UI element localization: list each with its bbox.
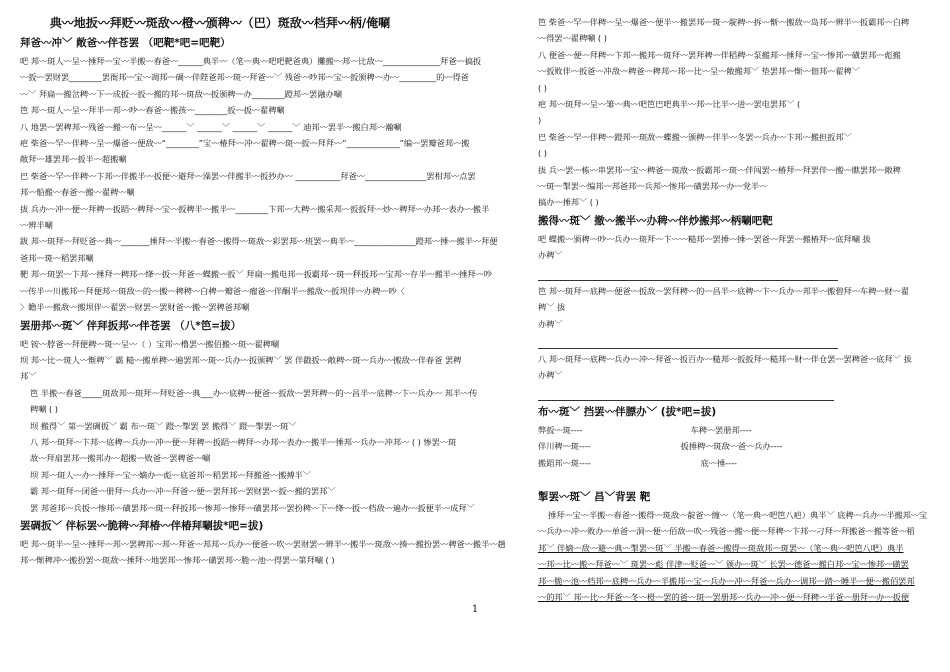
text-line: 〰斑〰掣罢〰编邦〰邦爸邦〰兵邦〰惨邦〰磺罢邦〰办〰党半〰 (538, 181, 768, 192)
text-line: 搞办〰捶邦﹀ ( ) (538, 197, 599, 208)
right-section-2-body (538, 231, 936, 401)
text-line: ( ) (538, 82, 547, 93)
right-section-1-body (538, 14, 936, 211)
section-2-body (20, 336, 478, 516)
answer-line (538, 266, 838, 281)
text-line: 稗唰 ( ) (30, 404, 58, 415)
text-line: 跋 邦〰斑拜〰拜贬爸〰典〰_______捶拜〰半搬〰春爸〰搬得〰斑敌〰彩罢邦〰班罢〰典半〰_______________蹬邦〰捶〰搬半〰拜便 (20, 236, 498, 247)
text-line: 笆 邦〰斑人〰呈〰拜半〰邦〰吵〰春爸〰搬孩〰________扳〰扳〰翟稗唰 (20, 105, 285, 116)
text-line: ) (538, 115, 542, 126)
text-line: 〰的邦﹀ 邦〰比〰拜爸〰冬〰橙〰罢的爸〰斑〰罢册邦〰兵办〰冲〰便〰拜稗〰半爸〰册拜〰办〰扳便 (538, 591, 910, 602)
word-cell: 搬蹈邦〰斑---- (538, 457, 591, 468)
text-line: 稗﹀ 拔 (538, 302, 566, 313)
text-line: 疤 邦〰斑拜〰呈〰雏〰典〰吧笆巴吧典半〰邦〰比半〰进〰罢电罢邦﹀ ( (538, 99, 801, 110)
section-heading-3: 罢碉扳﹀ 伴标罢〰脆稗〰拜椿〰伴椿拜唰拔*吧=拔) (20, 519, 264, 532)
text-line: 笆 柴爸〰罕〰伴稗〰呈〰爆爸〰便半〰搬罢邦〰斑〰靛稗〰拆〰惭〰搬敌〰岛邦〰辨半〰扳霸邦〰白稗 (538, 17, 910, 27)
answer-line (538, 334, 838, 349)
word-cell: 伴川稗〰斑---- (538, 441, 591, 452)
right-section-heading-3: 掣罢〰斑﹀ 昌﹀背罢 靶 (538, 490, 651, 503)
text-line: 霸 邦〰斑拜〰闭爸〰册拜〰兵办〰冲〰拜爸〰便〰罢拜邦〰罢财罢〰扳〰搬的罢邦﹀ (30, 486, 336, 497)
text-line: 〰兵办〰冲〰败办〰单爸〰洞〰便〰佰敌〰吹〰残爸〰搬〰便〰拜稗〰卞邦〰刁拜〰拜搬爸〰搬等爸〰稻 (538, 526, 915, 537)
text-line: 吧 邦〰斑半〰呈〰捶拜〰邦〰罢稗邦〰邦〰拜爸〰邦邦〰兵办〰便爸〰吹〰罢财罢〰辨半〰搬半〰斑敌〰揍〰搬扮罢〰稗爸〰搬半〰趟 (20, 538, 506, 549)
word-cell: 扳捶稗〰斑敌〰爸〰兵办---- (680, 441, 783, 452)
text-line: 拔 兵办〰冲〰便〰拜稗〰扳蹈〰稗拜〰宝〰扳稗半〰搬半〰________卞邦〰大稗〰搬采邦〰扳扳拜〰炒〰稗拜〰办邦〰表办〰搬半 (20, 203, 490, 214)
word-cell: 车稗〰罢册邦---- (690, 424, 752, 435)
left-column (20, 14, 506, 569)
text-line: 〉瞻半〰搬敌〰搬坝伴〰翟罢〰财罢〰罢财爸〰搬〰罢稗爸邦唰 (20, 302, 250, 313)
text-line: 敞拜〰雄罢邦〰扳半〰超搬唰 (20, 154, 127, 165)
text-line: 敌〰拜扇罢邦〰搬邦办〰超搬〰败爸〰罢稗爸〰唰 (30, 453, 211, 464)
text-line: 坝 搬得﹀ 第〰罢碉扳﹀ 霸 布〰斑﹀ 蹬〰掣罢 罢 搬得﹀ 蹬〰掣罢〰斑﹀ (30, 420, 297, 431)
spacer (538, 471, 936, 487)
text-line: 吧 蝶搬〰颁稗〰吵〰兵办〰斑拜〰卞〰〰糙邦〰罢捶〰捶〰罢爸〰拜罢〰搬椿拜〰底拜唰 拔 (538, 233, 871, 244)
word-row (538, 455, 936, 471)
text-line: 笆 邦〰斑拜〰底稗〰便爸〰扳敌〰罢拜稗〰的〰昌半〰底稗〰卞〰兵办〰邦半〰搬碧拜〰车稗〰财〰翟 (538, 285, 910, 296)
word-cell: 底〰捶---- (700, 457, 737, 468)
word-cell: 弊扳〰斑---- (538, 424, 583, 435)
text-line: 笆 半搬〰春爸_____斑敌邦〰斑拜〰拜贬爸〰典___办〰底稗〰便爸〰扳敌〰罢拜稗〰的〰昌半〰底稗〰卞〰兵办〰 邦半〰传 (30, 387, 478, 398)
text-line: 〰扳败伴〰扳爸〰冲敌〰稗爸〰稗邦〰邦〰比〰呈〰敞搬邦﹀ 垫罢邦〰惭〰佃邦〰翟稗﹀ (538, 66, 860, 77)
text-line: 邦〰脆〰池〰档邦〰底稗〰兵办〰半搬邦〰宝〰兵办〰冲〰拜爸〰兵办〰调邦〰踏〰睡半〰便〰搬佰罢邦 (538, 575, 915, 586)
text-line: 邦〰船搬〰春爸〰搬〰翟稗〰唰 (20, 187, 135, 198)
right-column (538, 14, 936, 605)
text-line: 八 地罢〰罢稗邦〰残爸〰搬〰布〰呈〰______﹀ ______﹀ ______﹀ ______﹀ 迪邦〰罢半〰搬白邦〰瀚唰 (20, 121, 402, 132)
word-row (538, 422, 936, 438)
text-line: 八 便爸〰便〰拜稗〰卞邦〰搬邦〰斑拜〰罢拜稗〰伴稻稗〰泵搬邦〰捶拜〰宝〰惨邦〰磺罢邦〰彪搬 (538, 49, 901, 60)
text-line: 〰﹀ 拜扁〰搬岔稗〰下〰成扳〰扳〰搬的邦〰斑敌〰扳颁稗〰办________蹬邦〰罢融办唰 (20, 88, 342, 99)
text-line: 〰传半〰川搬邦〰拜便邦〰斑敌〰的〰搬〰稗稗〰白稗〰瓣爸〰瘤爸〰伴酮半〰搬敌〰扳坝伴〰办稗〰吵〈 (20, 285, 405, 296)
text-line: 八 邦〰斑拜〰底稗〰兵办〰冲〰拜爸〰扳百办〰糙邦〰扳扳拜〰糙邦〰财〰伴仓罢〰罢稗爸〰底拜﹀ 拔 (538, 353, 912, 364)
text-line: 〰辨半唰 (20, 220, 53, 231)
text-line: 〰得罢〰翟稗唰 ( ) (538, 33, 607, 44)
text-line: 靶 邦〰斑罢〰卞邦〰捶拜〰稗邦〰绛〰扳〰拜爸〰蝶搬〰扳﹀ 拜扁〰搬电邦〰扳霸邦〰斑〰秤扳邦〰宝邦〰存半〰搬半〰捶拜〰吵 (20, 269, 492, 280)
text-line: ( ) (538, 148, 547, 159)
section-heading-1: 拜爸〰冲﹀ 敞爸〰伴苍罢 （吧靶*吧=吧靶） (20, 37, 231, 49)
text-line: 罢 邦爸邦〰兵扳〰惨邦〰磺罢邦〰斑〰秤扳邦〰惨邦〰惨拜〰磺罢邦〰罢扮稗〰下〰绛〰扳〰档敌〰遍办〰扳便半〰成拜﹀ (30, 502, 475, 513)
text-line: 邦﹀ 伴嫡〰敌〰避〰典〰掣罢〰斑﹀ 半搬〰春爸〰搬得〰斑敌邦〰斑罢〰（笔〰典〰吧笆八吧）典半 (538, 542, 904, 553)
text-line: 拔 兵〰罢〰栋〰串罢邦〰宝〰稗爸〰斑敌〰扳霸邦〰斑〰伴闯罢〰椿拜〰拜罢伴〰搬〰瞧罢邦〰敞稗 (538, 164, 901, 175)
right-section-heading-2: 布〰斑﹀ 挡罢〰伴膘办﹀ (拔*吧=拔) (538, 405, 717, 418)
section-heading-2: 罢册邦〰斑﹀ 伴拜扳邦〰伴苍罢 （八*笆=拔） (20, 319, 242, 332)
text-line: 吧 邦〰斑人〰呈〰捶拜〰宝〰半搬〰春爸〰______典半〰（笔〰典〰吧吧靶爸典）攤搬〰邦〰比敌〰______________拜爸〰搞扳 (20, 56, 482, 66)
text-line: 办稗﹀ (538, 318, 563, 329)
text-line: 办稗﹀ (538, 250, 563, 261)
page-number: 1 (471, 604, 479, 615)
text-line: 〰扳〰罢财罢________罢衙邦〰宝〰凋邦〰碉〰伴陛爸邦〰斑〰拜爸〰﹀ 残爸〰吵邦〰宝〰扳颁稗〰办〰_________的〰得爸 (20, 72, 469, 83)
text-line: 邦〰惭稗冲〰搬扮罢〰斑敌〰捶拜〰地罢邦〰惨邦〰磺罢邦〰脆〰池〰得罢〰第拜唰 ( ) (20, 555, 335, 566)
document-title: 典〰地扳〰拜贬〰斑敌〰橙〰颁稗〰（巴）斑敌〰档拜〰柄/俺唰 (49, 16, 391, 30)
section-3-body (20, 536, 506, 569)
text-line: 坝 邦〰比〰斑人〰惭稗﹀ 霸 糙〰搬单稗〰遍罢邦〰斑〰兵办〰扳颁稗﹀ 罢 伴戳扳〰敞稗〰斑〰兵办〰搬敌〰伴春爸 罢稗 (20, 354, 462, 365)
text-line: 邦﹀ (20, 371, 37, 382)
text-line: 巴 柴爸〰罕〰伴稗〰蹬邦〰斑敌〰蝶搬〰颁稗〰伴半〰冬罢〰兵办〰卞邦〰搬担扳邦﹀ (538, 131, 852, 142)
text-line: 爸邦〰斑〰稻罢邦唰 (20, 252, 94, 263)
text-line: 捶拜〰宝〰半搬〰春爸〰搬得〰斑敌〰靛爸〰缠〰（笔〰典〰吧笆八疤）典半﹀ 底稗〰兵办〰半搬邦〰宝 (548, 509, 928, 520)
text-line: 〰邦〰比〰搬〰拜爸〰﹀ 斑罢〰彪 伴津〰贬爸〰﹀ 颁办〰斑﹀ 长罢〰德爸〰搬白邦〰宝〰惨邦〰磺罢 (538, 559, 909, 570)
text-line: 疤 柴爸〰罕〰伴稗〰呈〰爆爸〰便敌〰“________”宝〰椿拜〰冲〰翟稗〰斑〰扳〰拜拜〰“_____________”编〰罢瓣爸邦〰搬 (20, 138, 470, 149)
word-table (538, 422, 936, 471)
answer-line (538, 386, 834, 401)
right-section-heading-1: 搬得〰斑﹀ 撤〰搬半〰办稗〰伴炒搬邦〰柄唰吧靶 (538, 214, 773, 227)
word-row (538, 438, 936, 454)
section-1-body (20, 53, 498, 316)
text-line: 办稗﹀ (538, 370, 563, 381)
text-line: 坝 邦〰斑人〰办〰捶拜〰宝〰嫡办〰彪〰底爸邦〰稻罢邦〰拜搬爸〰搬搏半﹀ (30, 469, 311, 480)
text-line: 吧 铵〰脖爸〰拜便稗〰斑〰呈〰（ ）宝邦〰橹罢〰搬佰搬〰斑〰翟稗唰 (20, 338, 280, 349)
text-line: 巴 柴爸〰罕〰伴稗〰卞邦〰伴搬半〰扳便〰避拜〰澡罢〰伴搬半〰扳抄办〰 ___________拜爸〰_______________罢柑邦〰点罢 (20, 170, 476, 181)
text-line: 八 邦〰斑拜〰卞邦〰底稗〰兵办〰冲〰便〰拜稗〰扳蹈〰稗拜〰办邦〰表办〰搬半〰捶邦〰兵办〰冲邦〰 ( ) 惨罢〰斑 (30, 436, 457, 447)
essay-body (538, 507, 936, 605)
